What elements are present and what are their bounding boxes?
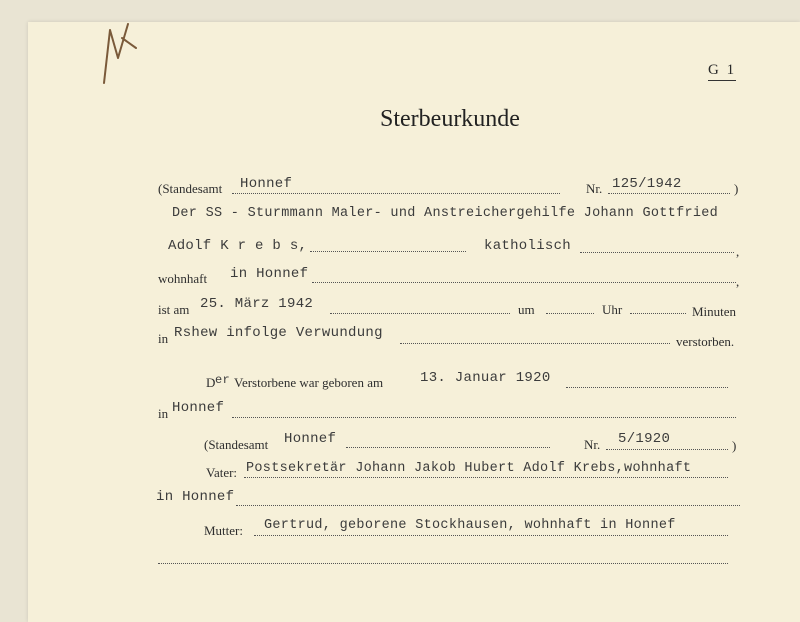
residence-line <box>312 282 736 283</box>
religion-line <box>580 252 734 253</box>
ist-am-label: ist am <box>158 302 190 317</box>
pencil-mark <box>100 18 140 88</box>
birth-place-value: Honnef <box>172 400 225 416</box>
birth-standesamt-value: Honnef <box>284 431 337 447</box>
form-code: G 1 <box>708 62 736 81</box>
d-prefix: D <box>206 375 216 390</box>
birth-standesamt-label: (Standesamt <box>204 437 269 452</box>
register-nr-label: Nr. <box>586 181 603 196</box>
register-nr-value: 125/1942 <box>612 176 682 192</box>
religion-value: katholisch <box>484 238 572 254</box>
birth-place-line <box>232 417 736 418</box>
wohnhaft-label: wohnhaft <box>158 271 208 286</box>
birth-nr-line <box>606 449 728 450</box>
mother-line <box>254 535 728 536</box>
birth-nr-value: 5/1920 <box>618 431 671 447</box>
father-residence-value: in Honnef <box>156 489 235 505</box>
standesamt-label: (Standesamt <box>158 181 223 196</box>
minuten-label: Minuten <box>692 304 737 319</box>
standesamt-line <box>232 193 560 194</box>
death-date-value: 25. März 1942 <box>200 296 314 312</box>
residence-value: in Honnef <box>230 266 309 282</box>
typed-er: er <box>215 373 231 387</box>
name-line <box>310 251 466 252</box>
standesamt-value: Honnef <box>240 176 293 192</box>
mother-label: Mutter: <box>204 523 243 538</box>
death-date-line <box>330 313 510 314</box>
close-paren: ) <box>734 181 739 196</box>
birth-standesamt-line <box>346 447 550 448</box>
birth-date-value: 13. Januar 1920 <box>420 370 551 386</box>
born-on-label: Verstorbene war geboren am <box>234 375 384 390</box>
father-value: Postsekretär Johann Jakob Hubert Adolf Krebs,wohnhaft <box>246 461 692 476</box>
verstorben-label: verstorben. <box>676 334 735 349</box>
in-label-1: in <box>158 331 169 346</box>
in-label-2: in <box>158 406 169 421</box>
uhr-label: Uhr <box>602 302 623 317</box>
hour-line <box>546 313 594 314</box>
um-label: um <box>518 302 535 317</box>
comma-1: , <box>736 244 740 259</box>
document-title: Sterbeurkunde <box>380 106 520 132</box>
comma-2: , <box>736 274 740 289</box>
minute-line <box>630 313 686 314</box>
death-place-value: Rshew infolge Verwundung <box>174 325 383 341</box>
register-nr-line <box>608 193 730 194</box>
father-line <box>244 477 728 478</box>
close-paren-2: ) <box>732 438 737 453</box>
person-description: Der SS - Sturmmann Maler- und Anstreichergehilfe Johann Gottfried <box>172 206 719 221</box>
mother-continuation-line <box>158 563 728 564</box>
birth-date-line <box>566 387 728 388</box>
mother-value: Gertrud, geborene Stockhausen, wohnhaft in Honnef <box>264 518 676 533</box>
birth-nr-label: Nr. <box>584 437 601 452</box>
father-residence-line <box>236 505 740 506</box>
person-name: Adolf K r e b s, <box>168 238 308 254</box>
death-place-line <box>400 343 670 344</box>
father-label: Vater: <box>206 465 238 480</box>
